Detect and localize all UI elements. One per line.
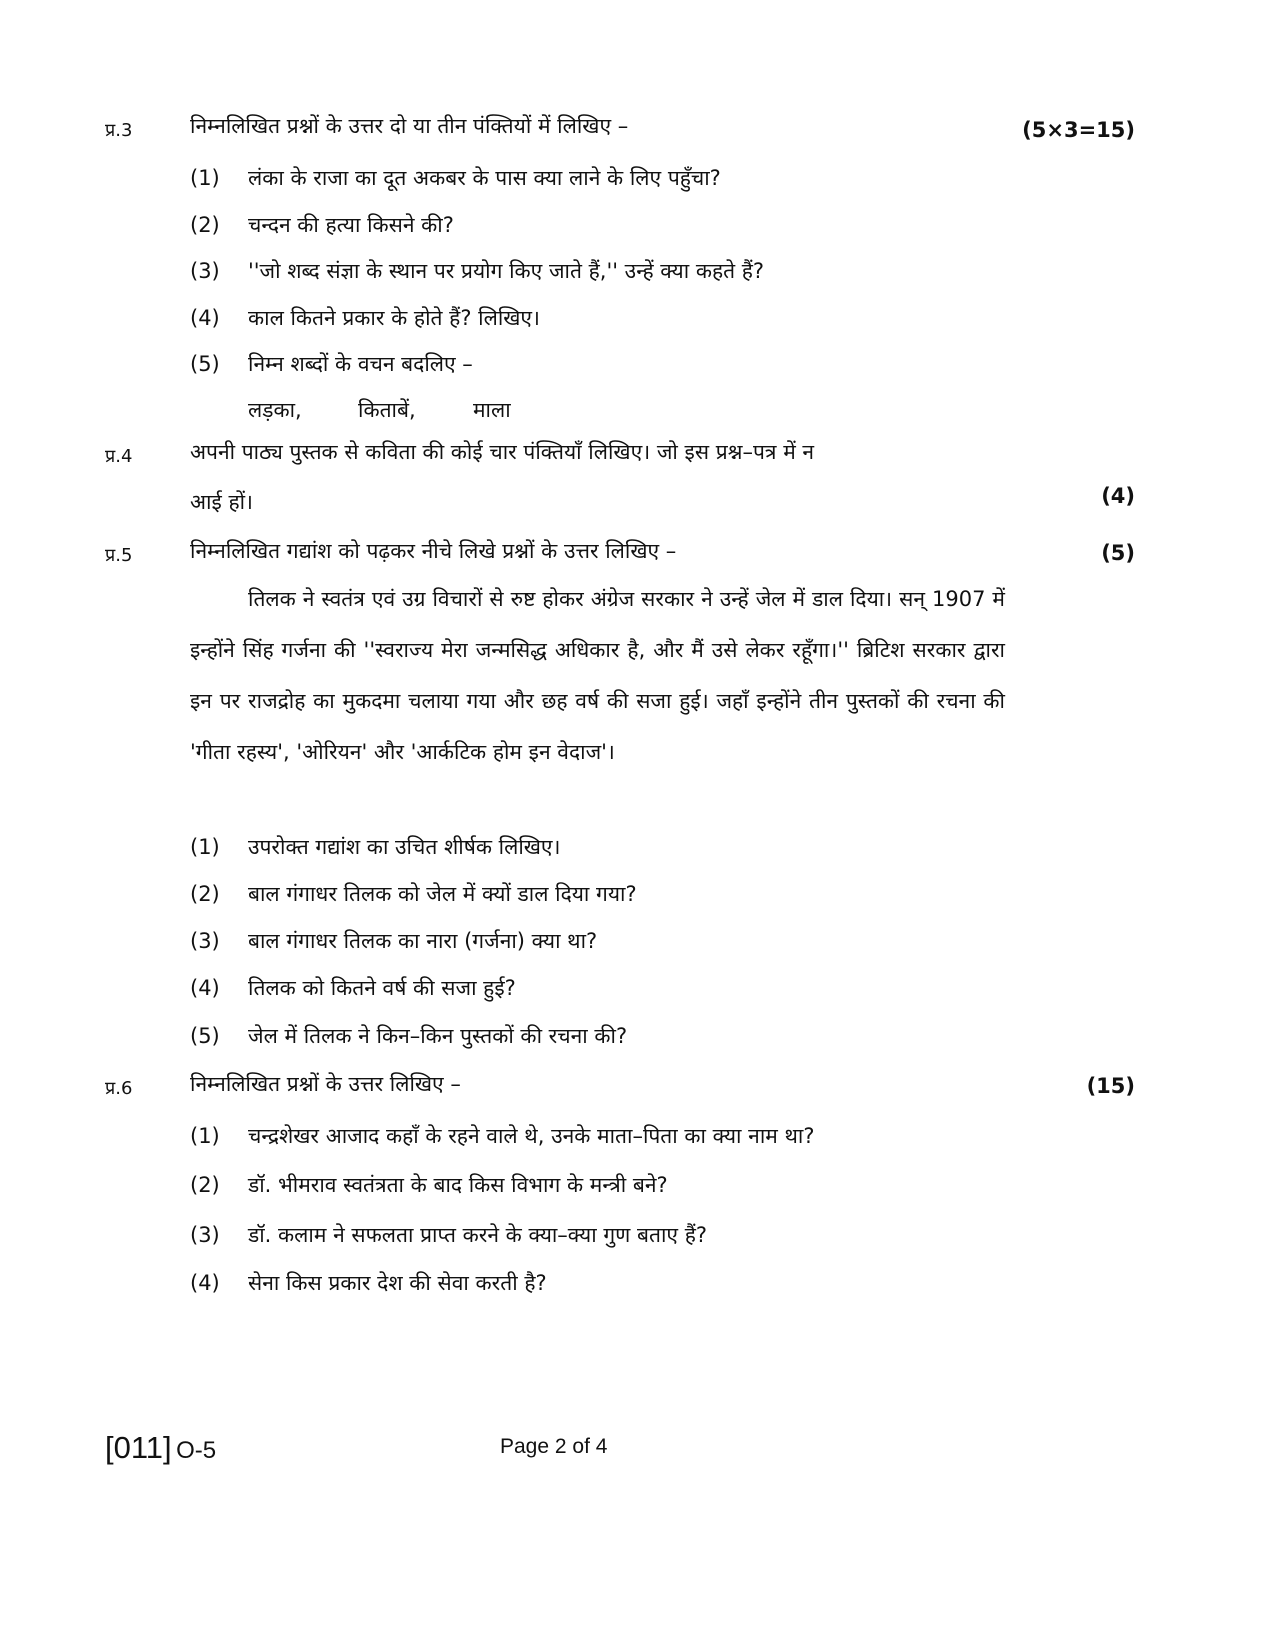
q5-item-5-number: (5) (190, 1024, 220, 1048)
q5-passage (190, 574, 1005, 778)
paper-code: [011] (105, 1430, 172, 1465)
question-5-text: निम्नलिखित गद्यांश को पढ़कर नीचे लिखे प्रश्नों के उत्तर लिखिए – (190, 539, 677, 563)
q6-item-3-text: डॉ. कलाम ने सफलता प्राप्त करने के क्या–क्या गुण बताए हैं? (248, 1223, 708, 1247)
q5-item-4-text: तिलक को कितने वर्ष की सजा हुई? (248, 976, 516, 1000)
question-6-marks: (15) (1086, 1074, 1135, 1098)
question-4-text-line-1: अपनी पाठ्य पुस्तक से कविता की कोई चार पंक्तियाँ लिखिए। जो इस प्रश्न–पत्र में न (190, 440, 815, 464)
q3-word-list (248, 396, 511, 424)
q5-item-3-text: बाल गंगाधर तिलक का नारा (गर्जना) क्या था? (248, 929, 598, 953)
question-5-marks: (5) (1101, 541, 1135, 565)
question-4-number: प्र.4 (105, 446, 133, 467)
q3-item-3-text: ''जो शब्द संज्ञा के स्थान पर प्रयोग किए जाते हैं,'' उन्हें क्या कहते हैं? (248, 259, 765, 283)
q3-word-1: लड़का, (248, 398, 302, 422)
question-6-number: प्र.6 (105, 1078, 133, 1099)
q5-passage-text: तिलक ने स्वतंत्र एवं उग्र विचारों से रुष्ट होकर अंग्रेज सरकार ने उन्हें जेल में डाल दिया। सन् 1907 में इन्होंने सिंह गर्जना की ''स्वराज्य मेरा जन्मसिद्ध अधिकार है, और मैं उसे लेकर रहूँगा।'' ब्रिटिश सरकार द्वारा इन पर राजद्रोह का मुकदमा चलाया गया और छह वर्ष की सजा हुई। जहाँ इन्होंने तीन पुस्तकों की रचना की 'गीता रहस्य', 'ओरियन' और 'आर्कटिक होम इन वेदाज'। (190, 587, 1005, 764)
q5-item-1-number: (1) (190, 835, 220, 859)
q6-item-3-number: (3) (190, 1223, 220, 1247)
question-4-marks: (4) (1101, 484, 1135, 508)
q3-item-2-number: (2) (190, 213, 220, 237)
q6-item-1-number: (1) (190, 1124, 220, 1148)
question-3-marks: (5×3=15) (1022, 118, 1135, 142)
q3-item-3-number: (3) (190, 259, 220, 283)
q3-item-1-text: लंका के राजा का दूत अकबर के पास क्या लाने के लिए पहुँचा? (248, 166, 721, 190)
q3-item-4-number: (4) (190, 306, 220, 330)
q3-item-2-text: चन्दन की हत्या किसने की? (248, 213, 454, 237)
q3-item-4-text: काल कितने प्रकार के होते हैं? लिखिए। (248, 306, 541, 330)
question-4-text-line-2: आई हों। (190, 490, 253, 514)
question-6-text: निम्नलिखित प्रश्नों के उत्तर लिखिए – (190, 1072, 461, 1096)
q6-item-4-number: (4) (190, 1271, 220, 1295)
q6-item-4-text: सेना किस प्रकार देश की सेवा करती है? (248, 1271, 547, 1295)
footer-paper-code (105, 1430, 216, 1466)
q5-item-1-text: उपरोक्त गद्यांश का उचित शीर्षक लिखिए। (248, 835, 561, 859)
q3-item-5-number: (5) (190, 352, 220, 376)
q3-item-1-number: (1) (190, 166, 220, 190)
q5-item-3-number: (3) (190, 929, 220, 953)
q6-item-1-text: चन्द्रशेखर आजाद कहाँ के रहने वाले थे, उनके माता–पिता का क्या नाम था? (248, 1124, 815, 1148)
q3-word-2: किताबें, (358, 398, 416, 422)
question-3-number: प्र.3 (105, 120, 133, 141)
q5-item-2-text: बाल गंगाधर तिलक को जेल में क्यों डाल दिया गया? (248, 882, 637, 906)
question-3-text: निम्नलिखित प्रश्नों के उत्तर दो या तीन पंक्तियों में लिखिए – (190, 114, 629, 138)
q6-item-2-text: डॉ. भीमराव स्वतंत्रता के बाद किस विभाग के मन्त्री बने? (248, 1173, 668, 1197)
q6-item-2-number: (2) (190, 1173, 220, 1197)
paper-set: O-5 (176, 1437, 217, 1464)
q3-word-3: माला (473, 398, 511, 422)
page-number: Page 2 of 4 (500, 1435, 608, 1458)
q3-item-5-text: निम्न शब्दों के वचन बदलिए – (248, 352, 473, 376)
q5-item-5-text: जेल में तिलक ने किन–किन पुस्तकों की रचना की? (248, 1024, 628, 1048)
q5-item-4-number: (4) (190, 976, 220, 1000)
question-5-number: प्र.5 (105, 545, 133, 566)
q5-item-2-number: (2) (190, 882, 220, 906)
